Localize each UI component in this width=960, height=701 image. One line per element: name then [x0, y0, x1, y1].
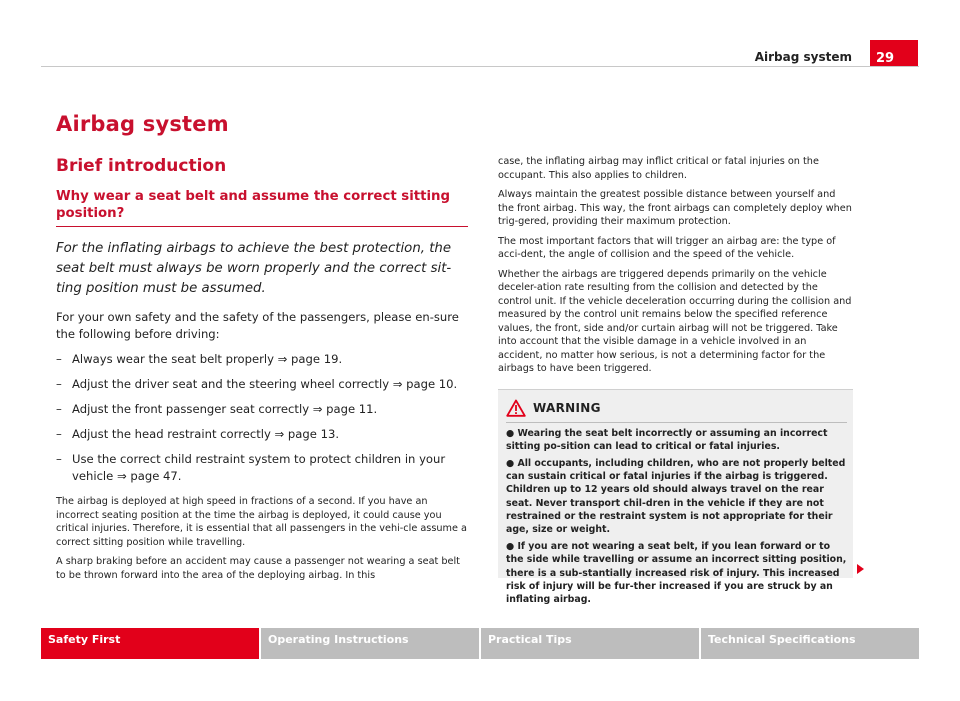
footer-nav [41, 628, 919, 659]
section-title: Brief introduction [56, 156, 227, 176]
tab-practical-tips[interactable]: Practical Tips [481, 628, 699, 659]
warning-triangle-icon [506, 399, 526, 417]
body-paragraph: The airbag is deployed at high speed in fractions of a second. If you have an incorrect seating position at the time the airbag is deployed, it could cause you critical injuries. Therefore, it is essential that all passengers in the vehi-cle assume a correct sitting position while travelling. [56, 496, 467, 548]
list-item[interactable]: – Adjust the front passenger seat correctly ⇒ page 11. [56, 401, 468, 418]
tab-operating-instructions[interactable]: Operating Instructions [261, 628, 479, 659]
page-number: 29 [870, 40, 918, 67]
tab-technical-specifications[interactable]: Technical Specifications [701, 628, 919, 659]
warning-title: WARNING [533, 400, 601, 415]
warning-header [506, 398, 601, 418]
left-column [56, 112, 468, 582]
lead-paragraph: For the inflating airbags to achieve the best protection, the seat belt must always be worn properly and the correct sit-ting position must be assumed. [56, 241, 452, 296]
right-column [498, 155, 853, 605]
body-paragraph: The most important factors that will trigger an airbag are: the type of acci-dent, the angle of collision and the speed of the vehicle. [498, 235, 836, 260]
header-divider [41, 66, 919, 67]
body-paragraph: case, the inflating airbag may inflict critical or fatal injuries on the occupant. This also applies to children. [498, 156, 819, 181]
body-paragraph: Whether the airbags are triggered depends primarily on the vehicle deceler-ation rate resulting from the collision and detected by the control unit. If the vehicle deceleration occurring during the collision and measured by the control unit remains below the specified reference values, the front, side and/or curtain airbag will not be triggered. Take into account that the visible damage in a vehicle involved in an accident, no matter how serious, is not a determining factor for the airbags to have been triggered. [498, 268, 852, 374]
warning-box [498, 389, 853, 605]
chapter-title: Airbag system [56, 112, 229, 136]
intro-paragraph: For your own safety and the safety of the passengers, please en-sure the following before driving: [56, 310, 459, 341]
list-item[interactable]: – Adjust the head restraint correctly ⇒ page 13. [56, 426, 468, 443]
continue-arrow-icon[interactable] [856, 563, 865, 575]
body-paragraph: Always maintain the greatest possible distance between yourself and the front airbag. This way, the front airbags can completely deploy when trig-gered, providing their maximum protection. [498, 189, 852, 227]
warning-item: ● If you are not wearing a seat belt, if you lean forward or to the side while travelling or assume an incorrect sitting position, there is a sub-stantially increased risk of injury. This increased risk of injury will be fur-ther increased if you are struck by an inflating airbag. [506, 541, 847, 605]
warning-item: ● Wearing the seat belt incorrectly or assuming an incorrect sitting po-sition can lead to critical or fatal injuries. [506, 427, 828, 452]
warning-item: ● All occupants, including children, who are not properly belted can sustain critical or fatal injuries if the airbag is triggered. Children up to 12 years old should always travel on the rear seat. Never transport chil-dren in the vehicle if they are not restrained or the restraint system is not appropriate for their age, size or weight. [506, 457, 846, 535]
running-header-title: Airbag system [754, 50, 852, 64]
list-item[interactable]: – Use the correct child restraint system to protect children in your vehicle ⇒ page 47. [56, 451, 468, 485]
tab-safety-first[interactable]: Safety First [41, 628, 259, 659]
list-item[interactable]: – Always wear the seat belt properly ⇒ page 19. [56, 351, 468, 368]
checklist [56, 351, 468, 485]
subsection-title: Why wear a seat belt and assume the correct sitting position? [56, 188, 468, 227]
body-paragraph: A sharp braking before an accident may cause a passenger not wearing a seat belt to be thrown forward into the area of the deploying airbag. In this [56, 556, 460, 581]
list-item[interactable]: – Adjust the driver seat and the steering wheel correctly ⇒ page 10. [56, 376, 468, 393]
warning-body [506, 422, 847, 611]
